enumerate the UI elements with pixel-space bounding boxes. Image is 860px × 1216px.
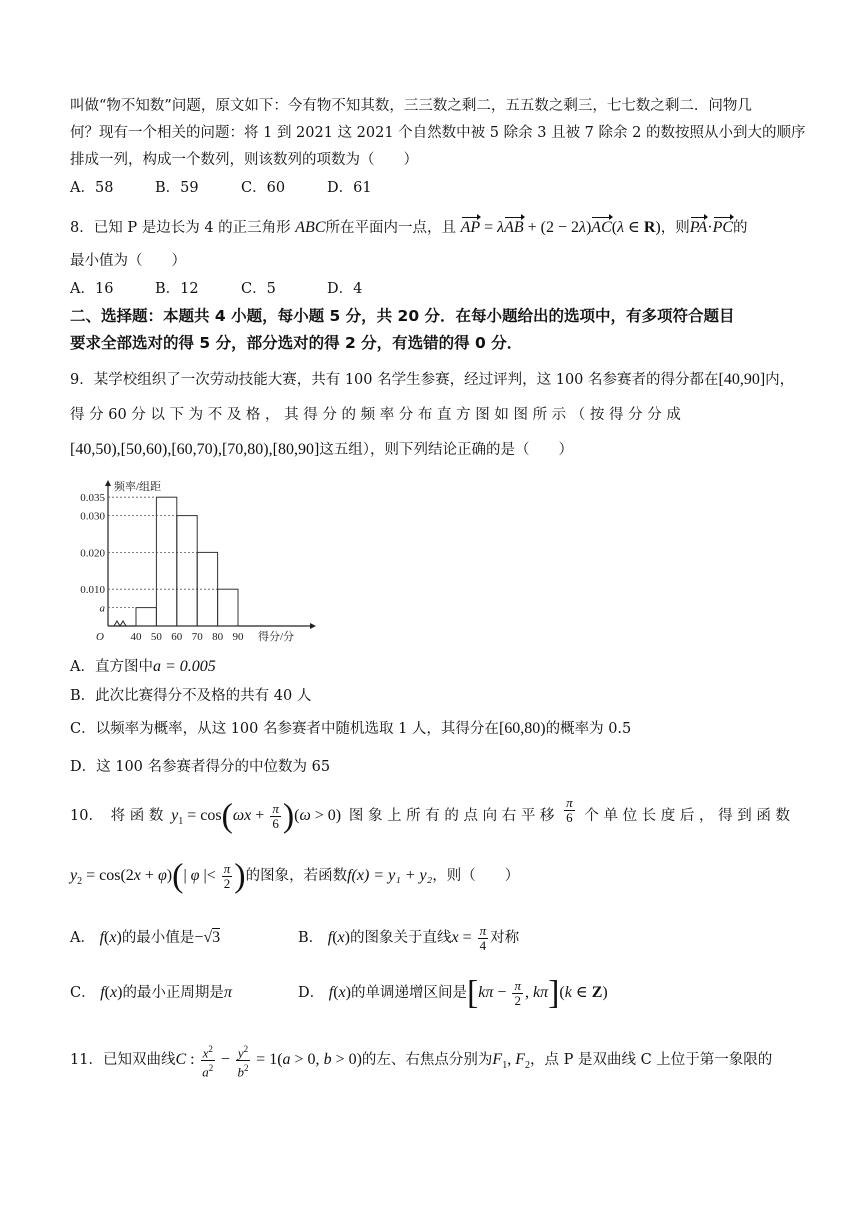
q10-fx-formula: f(x) = y₁ + y₂ (347, 867, 433, 884)
q10-number: 10． (70, 808, 103, 824)
q8-text-c: ，则 (660, 220, 690, 236)
q10-option-b-text-2: 对称 (490, 930, 520, 946)
q9-option-a-math: a = 0.005 (152, 658, 216, 675)
q10-text-5: ，则（ ） (432, 868, 520, 884)
q8-text-a: 已知 P 是边长为 4 的正三角形 (93, 220, 291, 236)
q11-hyperbola-formula: C : $\frac{x^2}{a^2}$ − $\frac{y^2}{b^2}$ = 1(a > 0, b > 0) (175, 1043, 362, 1080)
q11-text-b: ，点 P 是双曲线 C 上位于第一象限的 (529, 1052, 773, 1068)
q9-option-c-math: [60,80) (498, 720, 546, 737)
histogram-bars (136, 497, 238, 626)
q10-option-a: A． f(x)的最小值是−√3 (70, 929, 221, 946)
q11-line-1 (70, 1040, 772, 1080)
axis-break-mark (114, 621, 126, 626)
q8-dot-product: PA·PC (689, 219, 734, 236)
q10-option-b: B． f(x)的图象关于直线x = $\frac{\pi}{4}$ 对称 (298, 922, 520, 953)
histogram-y-tick-labels (80, 492, 105, 614)
q11-number-text: 11．已知双曲线 (70, 1052, 176, 1068)
q8-option-a: A．16 (70, 281, 114, 297)
q9-groups: [40,50),[50,60),[60,70),[70,80),[80,90] (70, 441, 320, 458)
y-tick-label: 0.020 (80, 547, 105, 560)
section-2-heading-line-1: 二、选择题：本题共 4 小题，每小题 5 分，共 20 分．在每小题给出的选项中，有多项符合题目 (70, 307, 735, 325)
y-axis-arrow (105, 480, 111, 486)
q9-option-b: B．此次比赛得分不及格的共有 40 人 (70, 688, 312, 704)
y-tick-label: 0.030 (80, 510, 105, 523)
q8-line-2: 最小值为（ ） (70, 253, 186, 269)
q7-line-3: 排成一列，构成一个数列，则该数列的项数为（ ） (70, 152, 418, 168)
q8-option-b: B．12 (155, 281, 199, 297)
histogram-bar (156, 497, 176, 626)
q9-text-1a: 9．某学校组织了一次劳动技能大赛，共有 100 名学生参赛，经过评判，这 100 名参赛者的得分都在 (70, 372, 719, 388)
q10-option-a-text: 的最小值是 (121, 930, 195, 946)
q11-text-a: 的左、右焦点分别为 (361, 1052, 493, 1068)
q8-option-d: D．4 (327, 281, 363, 297)
q7-option-d: D．61 (327, 180, 372, 196)
q10-text-4: 的图象，若函数 (245, 868, 348, 884)
x-tick-label: 80 (212, 631, 224, 643)
x-tick-label: 90 (232, 631, 244, 643)
q9-text-1b: 内， (765, 372, 795, 388)
q7-line-2: 何？现有一个相关的问题：将 1 到 2021 这 2021 个自然数中被 5 除余 3 且被 7 除余 2 的数按照从小到大的顺序 (70, 125, 806, 141)
q9-option-a (70, 657, 216, 677)
x-axis-arrow (310, 623, 316, 629)
x-tick-label: 40 (130, 631, 142, 643)
q8-vector-formula: AP = λAB + (2 − 2λ)AC(λ ∈ R) (460, 219, 661, 236)
q10-option-b-text: 的图象关于直线 (349, 930, 452, 946)
histogram-x-axis-label: 得分/分 (258, 631, 295, 643)
q9-option-a-label: A．直方图中 (70, 659, 153, 675)
q8-text-b: 所在平面内一点，且 (325, 220, 456, 236)
x-tick-label: 70 (191, 631, 203, 643)
q10-option-c: C． f(x)的最小正周期是π (70, 984, 232, 1001)
q7-option-b: B．59 (155, 180, 199, 196)
q9-line-2: 得 分 60 分 以 下 为 不 及 格 ， 其 得 分 的 频 率 分 布 直 方 图 如 图 所 示 （ 按 得 分 分 成 (70, 407, 681, 423)
histogram-axes (105, 480, 316, 629)
section-2-heading-line-2: 要求全部选对的得 5 分，部分选对的得 2 分，有选错的得 0 分． (70, 334, 523, 352)
q9-range: [40,90] (718, 371, 766, 388)
q10-text-1: 将 函 数 (110, 808, 164, 824)
q11-foci: $F_1$, $F_2$ (492, 1051, 530, 1072)
histogram-bar (177, 516, 197, 626)
y-tick-label: 0.035 (80, 492, 105, 505)
q10-y2-formula: $y_2 = \cos(2x + \varphi)(|$ φ |< $\frac{\pi}{2}$ ) (70, 857, 246, 895)
q10-line-1 (70, 796, 790, 836)
q7-line-1: 叫做“物不知数”问题，原文如下：今有物不知其数，三三数之剩二，五五数之剩三，七七数之剩二．问物几 (70, 98, 752, 114)
q8-number: 8． (70, 220, 94, 236)
y-tick-label: 0.010 (80, 584, 105, 597)
q9-option-c-label: C．以频率为概率，从这 100 名参赛者中随机选取 1 人，其得分在 (70, 721, 499, 737)
q10-option-d: D． f(x)的单调递增区间是[kπ − $\frac{\pi}{2}$ , kπ](k ∈ Z) (298, 974, 608, 1012)
q8-option-c: C．5 (241, 281, 276, 297)
q9-line-3 (70, 440, 573, 460)
q8-text-d: 的 (733, 220, 748, 236)
q9-option-d: D．这 100 名参赛者得分的中位数为 65 (70, 759, 331, 775)
histogram-origin-label: O (96, 631, 104, 643)
q10-option-c-text: 的最小正周期是 (122, 985, 224, 1001)
q7-option-c: C．60 (241, 180, 286, 196)
q8-triangle-name: ABC (295, 219, 326, 236)
histogram-bar (218, 589, 238, 626)
x-tick-label: 60 (171, 631, 183, 643)
q9-option-c-rest: 的概率为 0.5 (545, 721, 632, 737)
x-tick-label: 50 (150, 631, 162, 643)
q8-line-1 (70, 218, 748, 238)
q9-option-c (70, 719, 631, 739)
q9-text-3b: 这五组），则下列结论正确的是（ ） (319, 442, 574, 458)
histogram-y-axis-label: 频率/组距 (114, 481, 162, 493)
q10-option-d-text: 的单调递增区间是 (350, 985, 467, 1001)
histogram-bar (136, 608, 156, 626)
q9-line-1 (70, 370, 794, 390)
q10-text-3: 个 单 位 长 度 后 ， 得 到 函 数 (584, 808, 790, 824)
y-tick-label: a (99, 602, 105, 615)
histogram-x-tick-labels (131, 631, 245, 643)
q10-shift-fraction: $\frac{\pi}{6}$ (566, 795, 573, 825)
q10-y1-formula: $y_1 = \cos(\omega x$ + $\frac{\pi}{6}$ )(ω > 0) (171, 797, 342, 835)
frequency-histogram (80, 478, 320, 646)
q10-line-2 (70, 856, 519, 896)
q10-text-2: 图 象 上 所 有 的 点 向 右 平 移 (348, 808, 555, 824)
q7-option-a: A．58 (70, 180, 114, 196)
